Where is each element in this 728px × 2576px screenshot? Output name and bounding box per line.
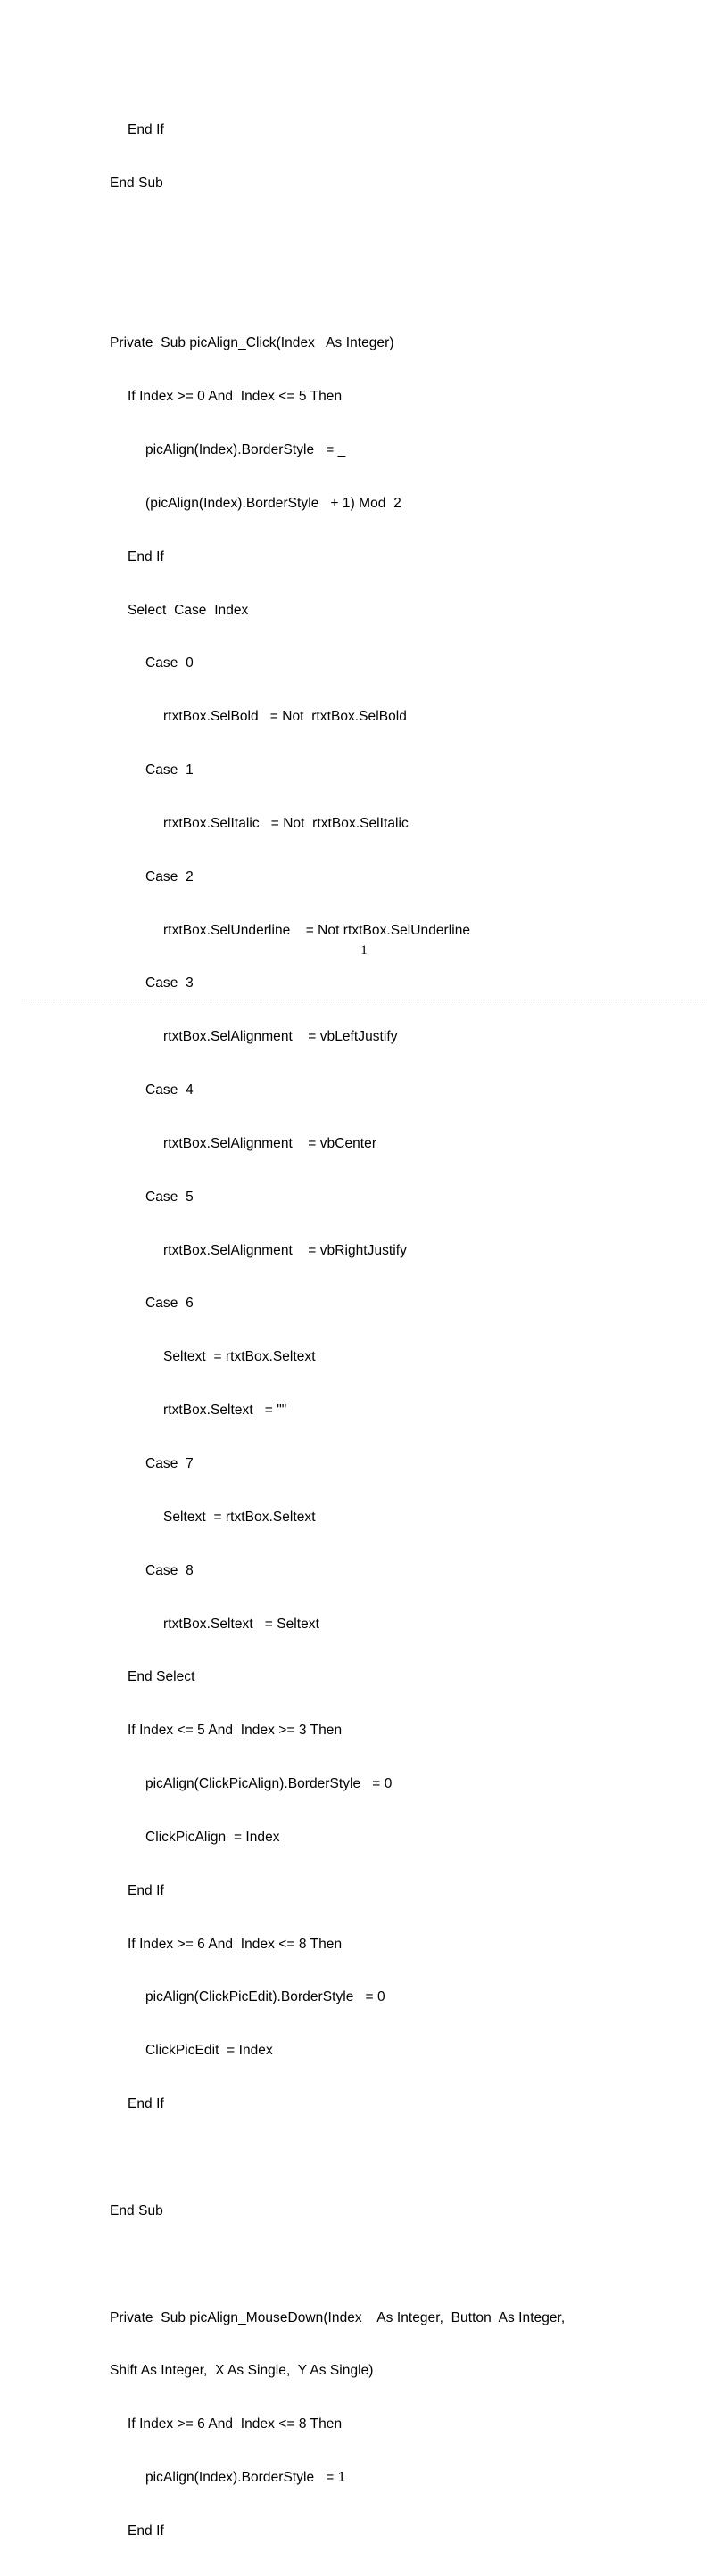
code-line: ClickPicAlign = Index	[145, 1829, 280, 1845]
code-line: Case 8	[145, 1562, 194, 1578]
code-line: If Index >= 6 And Index <= 8 Then	[128, 1936, 343, 1952]
code-line: Case 3	[145, 975, 194, 992]
code-line: rtxtBox.SelAlignment = vbCenter	[163, 1135, 377, 1151]
code-line: rtxtBox.SelAlignment = vbRightJustify	[163, 1242, 407, 1258]
code-line: End If	[128, 2523, 164, 2539]
code-line: Case 0	[145, 655, 194, 671]
code-line: Private Sub picAlign_Click(Index As Integer)	[110, 335, 394, 351]
code-line: picAlign(Index).BorderStyle = 1	[145, 2470, 346, 2486]
code-line: Case 1	[145, 762, 194, 778]
code-line: rtxtBox.SelBold = Not rtxtBox.SelBold	[163, 709, 407, 725]
code-line: Select Case Index	[128, 602, 249, 618]
code-line: Case 7	[145, 1456, 194, 1471]
code-line: (picAlign(Index).BorderStyle + 1) Mod 2	[145, 495, 401, 511]
code-line: picAlign(Index).BorderStyle = _	[145, 441, 346, 457]
code-line: End Sub	[110, 175, 163, 191]
code-line: picAlign(ClickPicEdit).BorderStyle = 0	[145, 1989, 385, 2005]
code-line: picAlign(ClickPicAlign).BorderStyle = 0	[145, 1776, 393, 1792]
code-line: Seltext = rtxtBox.Seltext	[163, 1349, 316, 1365]
code-line: rtxtBox.Seltext = ""	[163, 1403, 287, 1419]
code-line: If Index <= 5 And Index >= 3 Then	[128, 1723, 343, 1739]
code-line: rtxtBox.SelAlignment = vbLeftJustify	[163, 1029, 398, 1045]
code-line: Case 5	[145, 1189, 194, 1205]
code-line: Shift As Integer, X As Single, Y As Single)	[110, 2363, 374, 2379]
vb-code-block	[110, 86, 681, 2576]
code-line: Case 4	[145, 1082, 194, 1099]
code-line: End Select	[128, 1669, 195, 1685]
code-line: End If	[128, 548, 164, 564]
blank-line	[110, 281, 681, 299]
code-line: End If	[128, 1882, 164, 1898]
code-line: End If	[128, 2096, 164, 2112]
code-line: If Index >= 6 And Index <= 8 Then	[128, 2416, 343, 2432]
code-line: Case 2	[145, 868, 194, 885]
blank-line	[110, 228, 681, 246]
code-line: rtxtBox.Seltext = Seltext	[163, 1616, 319, 1632]
code-line: rtxtBox.SelItalic = Not rtxtBox.SelItalic	[163, 815, 409, 831]
code-line: Private Sub picAlign_MouseDown(Index As Integer, Button As Integer,	[110, 2309, 566, 2325]
code-line: End Sub	[110, 2202, 163, 2218]
code-line: End If	[128, 121, 164, 137]
blank-line	[110, 2149, 681, 2167]
code-line: ClickPicEdit = Index	[145, 2043, 273, 2059]
code-line: rtxtBox.SelUnderline = Not rtxtBox.SelUnderline	[163, 922, 471, 938]
code-line: If Index >= 0 And Index <= 5 Then	[128, 389, 343, 405]
code-line: Seltext = rtxtBox.Seltext	[163, 1509, 316, 1525]
page-number: 1	[360, 943, 368, 958]
blank-line	[110, 2256, 681, 2274]
code-line: Case 6	[145, 1296, 194, 1312]
